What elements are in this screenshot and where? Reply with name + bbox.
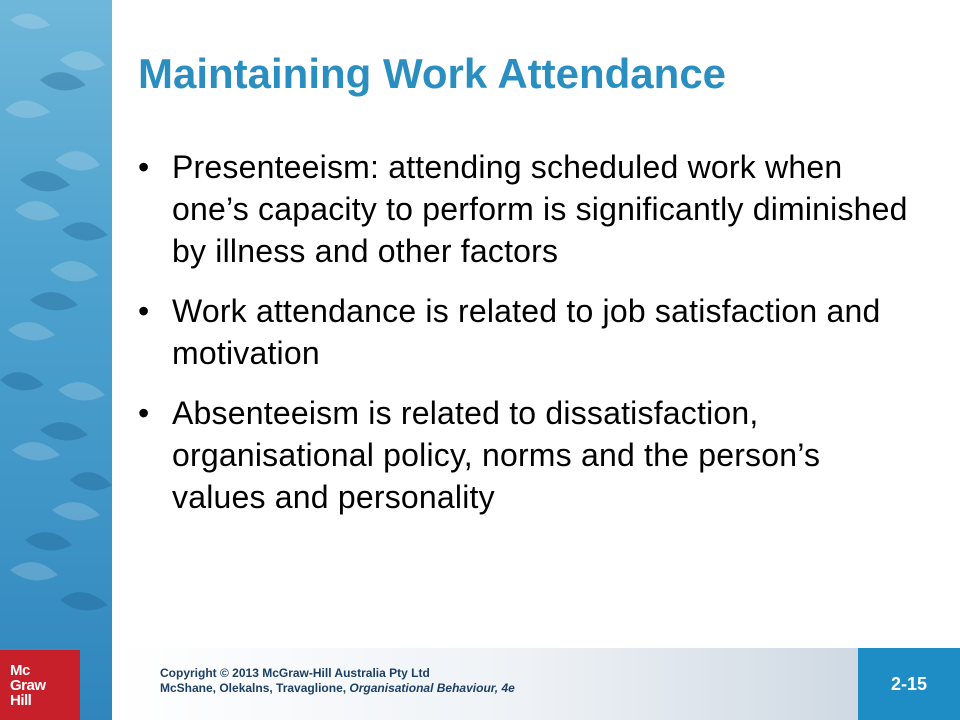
bullet-list [138,146,908,536]
bullet-marker: • [138,395,150,431]
mcgraw-hill-logo [0,650,80,720]
page-number: 2-15 [890,673,928,694]
bullet-text: Absenteeism is related to dissatisfaction, organisational policy, norms and the person’s values and personality [172,395,821,515]
authors: McShane, Olekalns, Travaglione, [160,681,350,695]
book-title: Organisational Behaviour, 4e [349,681,515,695]
footer-credits [160,666,515,696]
logo-line-1: Mc [10,661,30,679]
bullet-text: Work attendance is related to job satisfaction and motivation [172,293,881,371]
logo-line-2: Graw [10,676,46,694]
bullet-marker: • [138,149,150,185]
citation-line [160,681,515,696]
bullet-text: Presenteeism: attending scheduled work when one’s capacity to perform is significantly diminished by illness and other factors [172,149,908,269]
copyright-line: Copyright © 2013 McGraw-Hill Australia Pty Ltd [160,666,430,680]
decorative-side-band [0,0,112,720]
fish-pattern-graphic [0,0,112,720]
bullet-marker: • [138,293,150,329]
page-number-box [858,648,960,720]
bullet-item [138,146,908,272]
bullet-item [138,392,908,518]
slide-title: Maintaining Work Attendance [138,50,727,97]
bullet-item [138,290,908,374]
logo-line-3: Hill [10,691,32,709]
